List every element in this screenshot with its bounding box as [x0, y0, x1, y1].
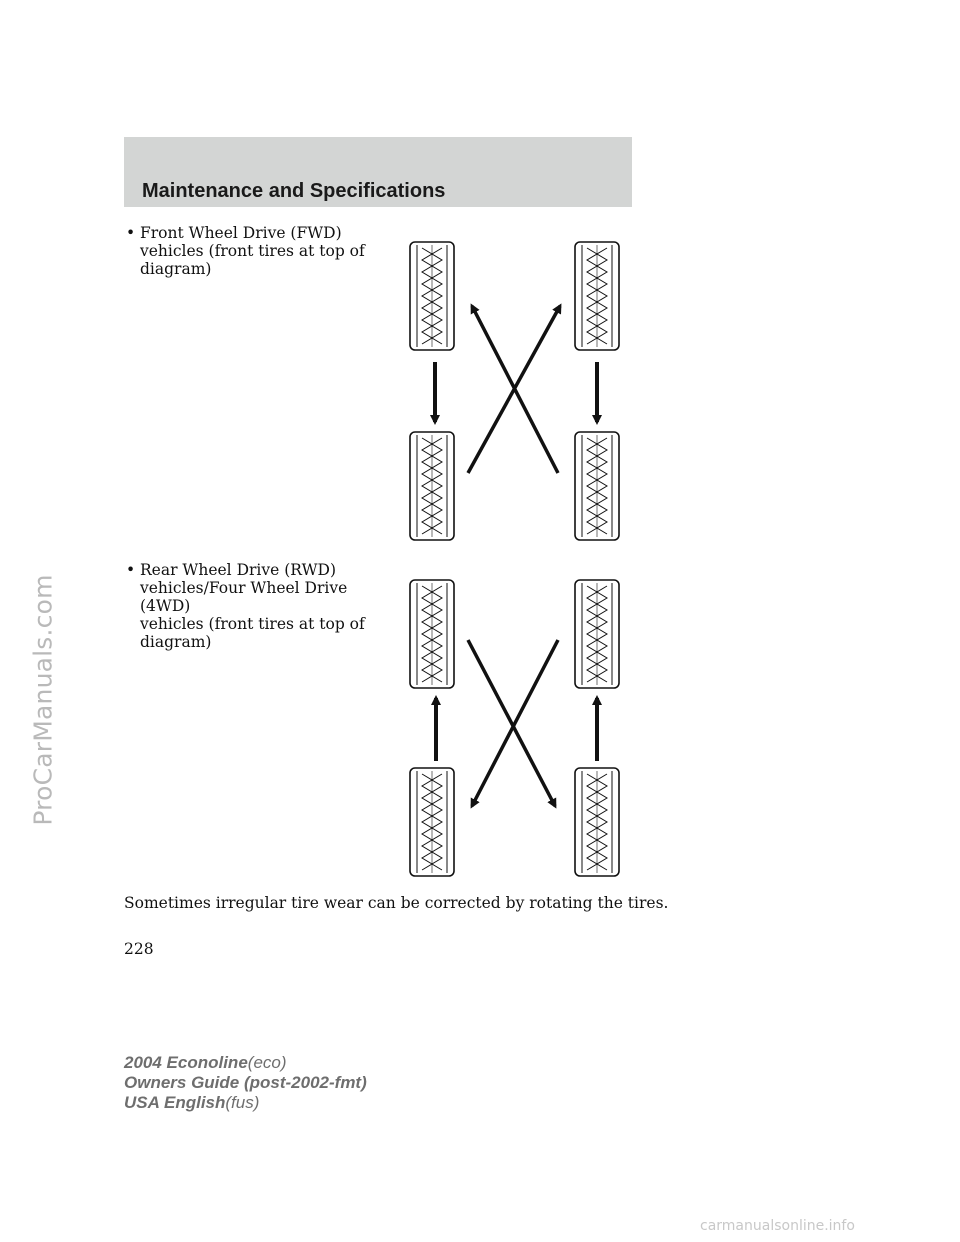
tire-front-left-icon [410, 242, 454, 350]
section-header [124, 137, 632, 207]
tire-rear-right-icon [575, 768, 619, 876]
bullet-text: Rear Wheel Drive (RWD) vehicles/Four Wheel Drive (4WD) vehicles (front tires at top of diagram) [140, 561, 365, 651]
arrow-cross-down-right-icon [468, 640, 555, 806]
bullet-symbol: • [126, 561, 136, 579]
tire-rear-left-icon [410, 432, 454, 540]
fwd-rotation-diagram [400, 238, 630, 548]
bullet-symbol: • [126, 224, 136, 242]
tire-front-left-icon [410, 580, 454, 688]
bullet-text: Front Wheel Drive (FWD) vehicles (front tires at top of diagram) [140, 224, 365, 278]
rwd-4wd-rotation-diagram [400, 576, 630, 886]
tire-rear-right-icon [575, 432, 619, 540]
tire-front-right-icon [575, 580, 619, 688]
arrow-cross-down-left-icon [472, 640, 558, 806]
tire-rear-left-icon [410, 768, 454, 876]
page-number: 228 [124, 940, 154, 958]
tire-front-right-icon [575, 242, 619, 350]
section-title: Maintenance and Specifications [142, 180, 446, 202]
footer-guide: Owners Guide (post-2002-fmt) [124, 1073, 367, 1092]
footer-language: USA English [124, 1093, 226, 1112]
footer-model-code: (eco) [247, 1053, 287, 1072]
bottom-logo: carmanualsonline.info [700, 1218, 855, 1234]
footer [124, 1053, 367, 1113]
watermark-text: ProCarManuals.com [28, 574, 58, 826]
closing-text: Sometimes irregular tire wear can be corrected by rotating the tires. [124, 894, 669, 912]
footer-model: 2004 Econoline [124, 1053, 248, 1072]
watermark [28, 574, 58, 826]
footer-language-code: (fus) [225, 1093, 260, 1112]
